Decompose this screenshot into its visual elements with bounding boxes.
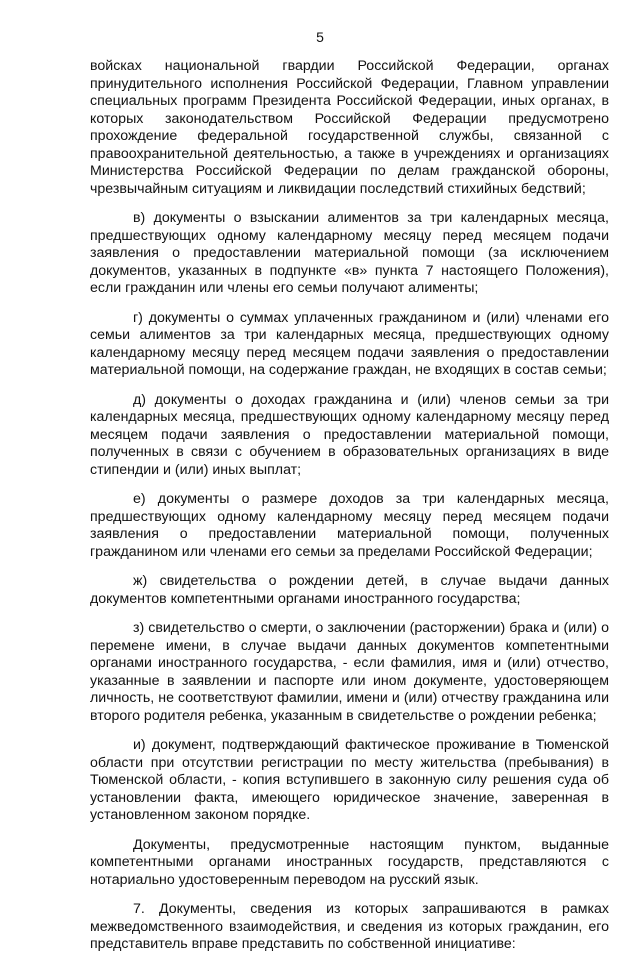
paragraph-item-z: з) свидетельство о смерти, о заключении (расторжении) брака и (или) о перемене имени, в случае выдачи данных документов компетентными органами иностранного государства, - если фамилия, имя и (или) отчество, указанные в заявлении и паспорте или ином документе, удостоверяющем личность, не соответствуют фамилии, имени и (или) отчеству гражданина или второго родителя ребенка, указанным в свидетельстве о рождении ребенка; <box>90 620 609 724</box>
paragraph-item-i: и) документ, подтверждающий фактическое проживание в Тюменской области при отсутствии регистрации по месту жительства (пребывания) в Тюменской области, - копия вступившего в законную силу решения суда об установлении факта, имеющего юридическое значение, заверенная в установленном законом порядке. <box>90 737 609 823</box>
paragraph-item-7: 7. Документы, сведения из которых запрашиваются в рамках межведомственного взаимодействия, и сведения из которых гражданин, его представитель вправе представить по собственной инициативе: <box>90 901 609 952</box>
paragraph-continuation: войсках национальной гвардии Российской Федерации, органах принудительного исполнения Российской Федерации, Главном управлении специальных программ Президента Российской Федерации, иных органах, в которых законодательством Российской Федерации предусмотрено прохождение федеральной государственной службы, связанной с правоохранительной деятельностью, а также в учреждениях и организациях Министерства Российской Федерации по делам гражданской обороны, чрезвычайным ситуациям и ликвидации последствий стихийных бедствий; <box>90 58 609 197</box>
paragraph-item-d: д) документы о доходах гражданина и (или) членов семьи за три календарных месяца, предшествующих одному календарному месяцу перед месяцем подачи заявления о предоставлении материальной помощи, полученных в связи с обучением в образовательных организациях в виде стипендии и (или) иных выплат; <box>90 391 609 478</box>
paragraph-item-e: е) документы о размере доходов за три календарных месяца, предшествующих одному календарному месяцу перед месяцем подачи заявления о предоставлении материальной помощи, полученных гражданином или членами его семьи за пределами Российской Федерации; <box>90 491 609 560</box>
paragraph-foreign-documents: Документы, предусмотренные настоящим пунктом, выданные компетентными органами иностранных государств, представляются с нотариально удостоверенным переводом на русский язык. <box>90 836 609 888</box>
page-number: 5 <box>316 29 324 45</box>
document-body <box>90 58 609 966</box>
paragraph-item-zh: ж) свидетельства о рождении детей, в случае выдачи данных документов компетентными органами иностранного государства; <box>90 573 609 607</box>
paragraph-item-g: г) документы о суммах уплаченных гражданином и (или) членами его семьи алиментов за три календарных месяца, предшествующих одному календарному месяцу перед месяцем подачи заявления о предоставлении материальной помощи, на содержание граждан, не входящих в состав семьи; <box>90 309 609 378</box>
paragraph-item-v: в) документы о взыскании алиментов за три календарных месяца, предшествующих одному календарному месяцу перед месяцем подачи заявления о предоставлении материальной помощи (за исключением документов, указанных в подпункте «в» пункта 7 настоящего Положения), если гражданин или члены его семьи получают алименты; <box>90 210 609 296</box>
